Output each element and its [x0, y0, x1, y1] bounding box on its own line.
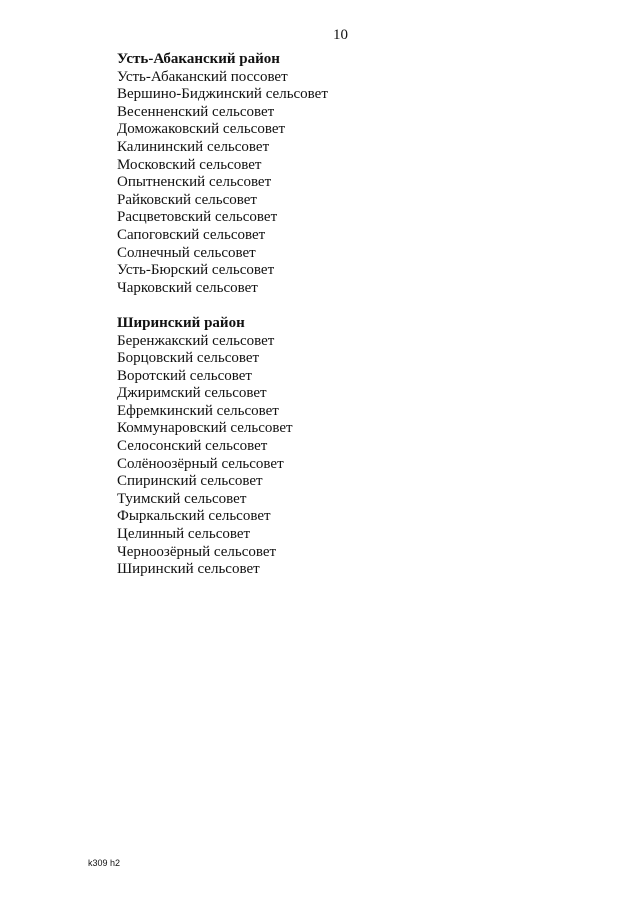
settlement-item: Коммунаровский сельсовет — [117, 420, 293, 437]
footer-code: k309 h2 — [88, 858, 121, 868]
document-body — [117, 51, 597, 579]
settlement-item: Солнечный сельсовет — [117, 244, 256, 261]
settlement-item: Ефремкинский сельсовет — [117, 402, 279, 419]
settlement-item: Черноозёрный сельсовет — [117, 543, 277, 560]
district-section-shira — [117, 315, 597, 579]
settlement-list — [117, 333, 597, 579]
settlement-item: Туимский сельсовет — [117, 490, 247, 507]
settlement-item: Солёноозёрный сельсовет — [117, 455, 284, 472]
settlement-item: Спиринский сельсовет — [117, 473, 263, 490]
settlement-item: Джиримский сельсовет — [117, 385, 267, 402]
page-number: 10 — [333, 27, 348, 43]
settlement-item: Сапоговский сельсовет — [117, 226, 266, 243]
settlement-item: Доможаковский сельсовет — [117, 121, 286, 138]
settlement-item: Фыркальский сельсовет — [117, 508, 271, 525]
settlement-item: Борцовский сельсовет — [117, 350, 260, 367]
district-section-ust-abakan — [117, 51, 597, 297]
settlement-item: Усть-Абаканский поссовет — [117, 68, 288, 85]
settlement-list — [117, 69, 597, 298]
district-title: Ширинский район — [117, 314, 245, 331]
settlement-item: Селосонский сельсовет — [117, 438, 268, 455]
settlement-item: Опытненский сельсовет — [117, 174, 272, 191]
settlement-item: Беренжакский сельсовет — [117, 332, 275, 349]
settlement-item: Целинный сельсовет — [117, 526, 251, 543]
settlement-item: Расцветовский сельсовет — [117, 209, 278, 226]
settlement-item: Ширинский сельсовет — [117, 561, 260, 578]
settlement-item: Калининский сельсовет — [117, 138, 270, 155]
district-title: Усть-Абаканский район — [117, 51, 280, 67]
settlement-item: Усть-Бюрский сельсовет — [117, 262, 275, 279]
settlement-item: Чарковский сельсовет — [117, 279, 258, 296]
settlement-item: Райковский сельсовет — [117, 191, 257, 208]
settlement-item: Московский сельсовет — [117, 156, 262, 173]
settlement-item: Весенненский сельсовет — [117, 103, 275, 120]
settlement-item: Вершино-Биджинский сельсовет — [117, 86, 328, 103]
settlement-item: Воротский сельсовет — [117, 367, 252, 384]
